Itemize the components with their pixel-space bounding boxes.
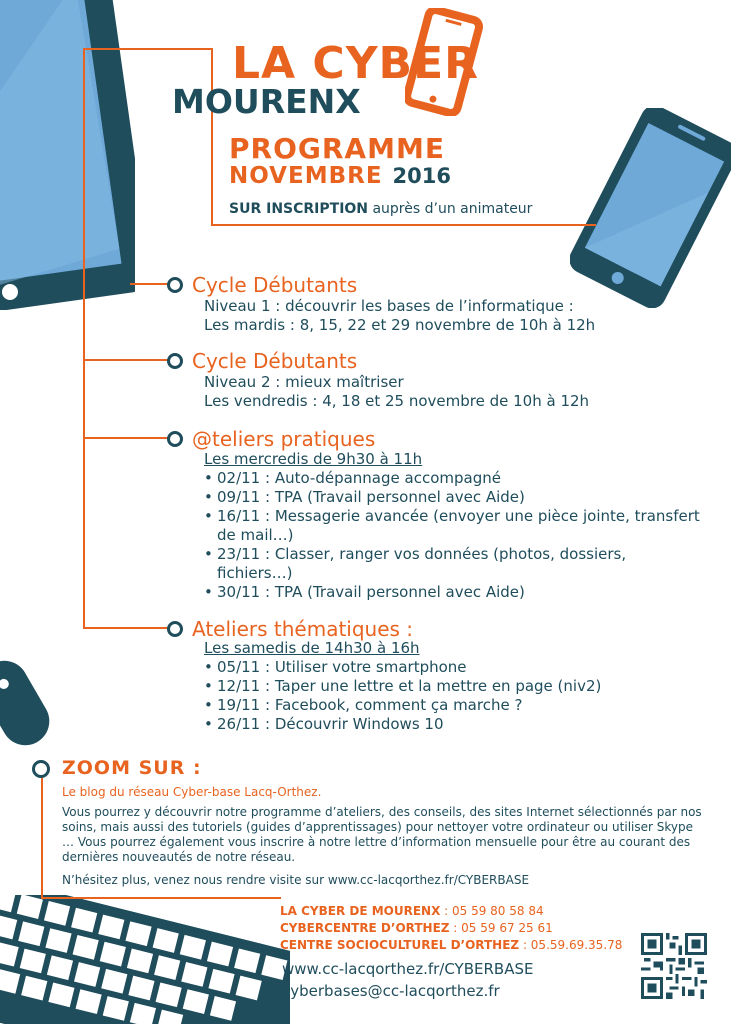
contact-name: CYBERCENTRE D’ORTHEZ [280,921,450,935]
list-item-text: • 05/11 : Utiliser votre smartphone [217,658,467,676]
programme-month [229,163,451,189]
list-item [204,583,704,602]
connector-line [83,48,85,628]
bullet-circle-icon [167,353,183,369]
connector-line [83,437,170,439]
list-item [204,488,704,507]
section-schedule: Les mercredis de 9h30 à 11h [204,450,423,468]
list-item-text: • 09/11 : TPA (Travail personnel avec Aide) [217,488,525,506]
list-item-text: • 26/11 : Découvrir Windows 10 [217,715,444,733]
section-title: Cycle Débutants [192,273,358,297]
zoom-closing: N’hésitez plus, venez nous rendre visite sur www.cc-lacqorthez.fr/CYBERBASE [62,873,530,887]
programme-title: PROGRAMME [229,132,445,165]
zoom-title: ZOOM SUR : [62,757,202,779]
section-title: Cycle Débutants [192,349,358,373]
contact-line [280,938,622,952]
list-item-text: • 19/11 : Facebook, comment ça marche ? [217,696,523,714]
bullet-circle-icon [32,760,50,778]
connector-line [130,283,170,285]
contact-line [280,921,553,935]
section-line: Niveau 1 : découvrir les bases de l’informatique : [204,297,574,315]
contact-phone: : 05 59 80 58 84 [440,904,544,918]
list-item [204,545,704,583]
list-item-text: • 02/11 : Auto-dépannage accompagné [217,469,501,487]
connector-line [83,48,211,50]
zoom-body: Vous pourrez y découvrir notre programme d’ateliers, des conseils, des sites Internet sélectionnés par nos soins, mais aussi des tutoriels (guides d’apprentissages) pour nettoyer votre ordinateur ou utiliser Skype … Vous pourrez également vous inscrire à notre lettre d’information mensuelle pour être au courant des dernières nouveautés de notre réseau. [62,805,702,864]
list-item-text: • 12/11 : Taper une lettre et la mettre en page (niv2) [217,677,602,695]
inscription-rest: auprès d’un animateur [368,201,533,217]
keyboard-illustration [0,895,290,1024]
list-item [204,696,704,715]
connector-line [83,359,170,361]
list-item-text: • 30/11 : TPA (Travail personnel avec Aide) [217,583,525,601]
section-line: Les vendredis : 4, 18 et 25 novembre de 10h à 12h [204,392,590,410]
section-line: Niveau 2 : mieux maîtriser [204,373,404,391]
month-label: NOVEMBRE [229,163,383,189]
tablet-illustration [0,0,135,310]
zoom-subtitle: Le blog du réseau Cyber-base Lacq-Orthez. [62,785,322,799]
smartphone-illustration [570,108,731,308]
website-link[interactable]: www.cc-lacqorthez.fr/CYBERBASE [282,960,534,978]
contact-name: LA CYBER DE MOURENX [280,904,441,918]
list-item [204,715,704,734]
section-title: @teliers pratiques [192,427,376,451]
contact-phone: : 05.59.69.35.78 [519,938,623,952]
contact-phone: : 05 59 67 25 61 [449,921,553,935]
qr-code-icon [641,933,707,999]
list-item [204,677,704,696]
bullet-circle-icon [167,431,183,447]
contact-line [280,904,544,918]
logo-title: LA CYBER [232,38,480,89]
list-item-text: • 23/11 : Classer, ranger vos données (photos, dossiers, fichiers…) [217,545,627,582]
list-item [204,469,704,488]
logo-city: MOURENX [172,82,361,121]
connector-line [211,48,213,226]
connector-line [41,897,281,899]
list-item-text: • 16/11 : Messagerie avancée (envoyer une pièce jointe, transfert de mail…) [217,507,700,544]
section-title: Ateliers thématiques : [192,617,414,641]
section-line: Les mardis : 8, 15, 22 et 29 novembre de 10h à 12h [204,316,596,334]
list-item [204,507,704,545]
bullet-circle-icon [167,277,183,293]
connector-line [83,627,170,629]
section-schedule: Les samedis de 14h30 à 16h [204,639,420,657]
email-link[interactable]: cyberbases@cc-lacqorthez.fr [282,982,500,1000]
bullet-circle-icon [167,621,183,637]
connector-line [41,772,43,899]
connector-line [211,224,596,226]
inscription-note [229,201,532,217]
mouse-illustration [0,650,60,750]
year-label: 2016 [392,164,451,188]
inscription-bold: SUR INSCRIPTION [229,201,369,217]
contact-name: CENTRE SOCIOCULTUREL D’ORTHEZ [280,938,520,952]
list-item [204,658,704,677]
